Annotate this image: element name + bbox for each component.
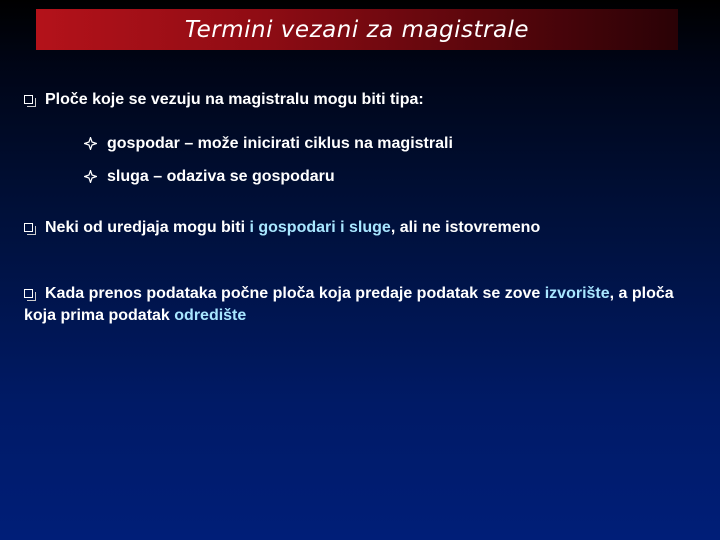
bullet-source-destination: [24, 283, 704, 327]
square-bullet-icon: [24, 223, 33, 232]
bullet-source-destination-text-2: , a ploča koja prima podatak: [24, 285, 674, 324]
slide-title: Termini vezani za magistrale: [184, 16, 530, 43]
bullet-master-and-slave-text-2: , ali ne istovremeno: [390, 219, 541, 236]
square-bullet-icon: [24, 95, 33, 104]
diamond-bullet-icon: [84, 170, 97, 183]
sub-bullet-master-term: gospodar: [107, 135, 180, 152]
bullet-master-and-slave: [24, 217, 540, 239]
bullet-master-and-slave-highlight: i gospodari i sluge: [249, 219, 391, 236]
bullet-source-highlight: izvorište: [544, 285, 610, 302]
title-bar: [36, 9, 678, 50]
bullet-source-destination-text-1: Kada prenos podataka počne ploča koja predaje podatak se zove: [45, 285, 545, 302]
sub-bullet-slave-desc: – odaziva se gospodaru: [148, 168, 335, 185]
diamond-bullet-icon: [84, 137, 97, 150]
sub-bullet-slave-term: sluga: [107, 168, 149, 185]
sub-bullet-master-desc: – može inicirati ciklus na magistrali: [179, 135, 453, 152]
bullet-master-and-slave-text-1: Neki od uredjaja mogu biti: [45, 219, 250, 236]
sub-bullet-slave: [84, 166, 335, 188]
sub-bullet-master: [84, 133, 453, 155]
bullet-board-types-text: Ploče koje se vezuju na magistralu mogu biti tipa:: [45, 91, 424, 108]
bullet-destination-highlight: odredište: [174, 307, 247, 324]
square-bullet-icon: [24, 289, 33, 298]
bullet-board-types: [24, 89, 424, 111]
